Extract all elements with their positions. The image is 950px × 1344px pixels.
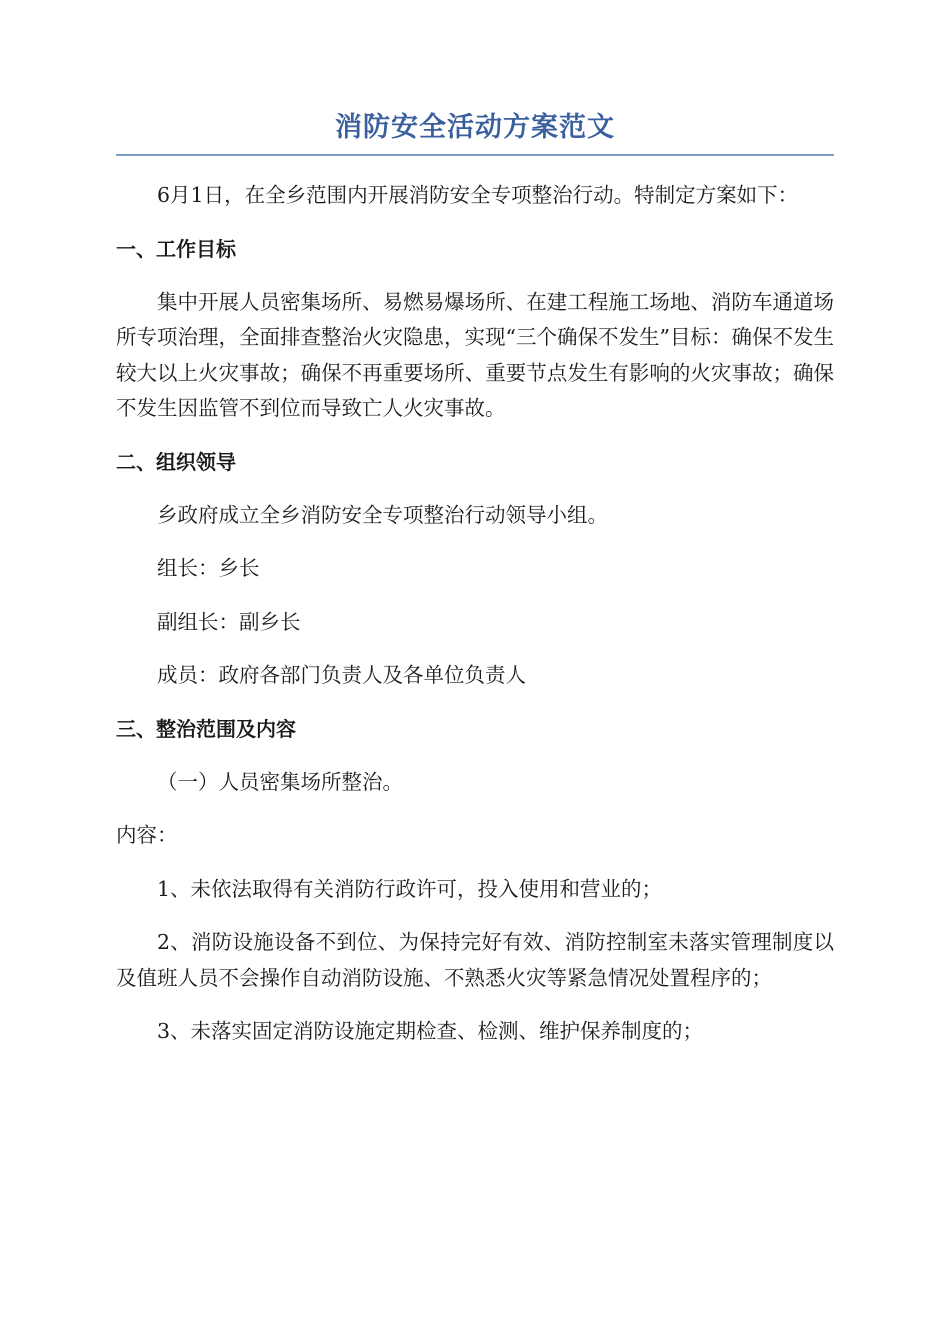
deputy-leader-line: 副组长：副乡长: [157, 609, 301, 634]
team-leader-line: 组长：乡长: [157, 556, 260, 580]
section-heading-organization: 二、组织领导: [116, 449, 236, 474]
goals-paragraph: 集中开展人员密集场所、易燃易爆场所、在建工程施工场地、消防车通道场所专项治理，全面排查整治火灾隐患，实现“三个确保不发生”目标：确保不发生较大以上火灾事故；确保不再重要场所、重要节点发生有影响的火灾事故；确保不发生因监管不到位而导致亡人火灾事故。: [116, 289, 834, 420]
intro-paragraph: 6月1日，在全乡范围内开展消防安全专项整治行动。特制定方案如下：: [157, 183, 799, 207]
section-heading-goals: 一、工作目标: [116, 236, 236, 261]
section-heading-scope: 三、整治范围及内容: [116, 716, 296, 741]
list-item: 2、消防设施设备不到位、为保持完好有效、消防控制室未落实管理制度以及值班人员不会操作自动消防设施、不熟悉火灾等紧急情况处置程序的；: [116, 930, 834, 990]
document-title: 消防安全活动方案范文: [335, 112, 615, 143]
document-page: [116, 108, 834, 1068]
scope-subheading: （一）人员密集场所整治。: [157, 769, 403, 794]
list-item: 1、未依法取得有关消防行政许可，投入使用和营业的；: [157, 876, 663, 901]
list-item: 3、未落实固定消防设施定期检查、检测、维护保养制度的；: [157, 1019, 704, 1043]
title-underline: [116, 154, 834, 156]
content-label: 内容：: [116, 823, 178, 847]
organization-paragraph: 乡政府成立全乡消防安全专项整治行动领导小组。: [157, 502, 608, 527]
members-line: 成员：政府各部门负责人及各单位负责人: [157, 663, 526, 687]
